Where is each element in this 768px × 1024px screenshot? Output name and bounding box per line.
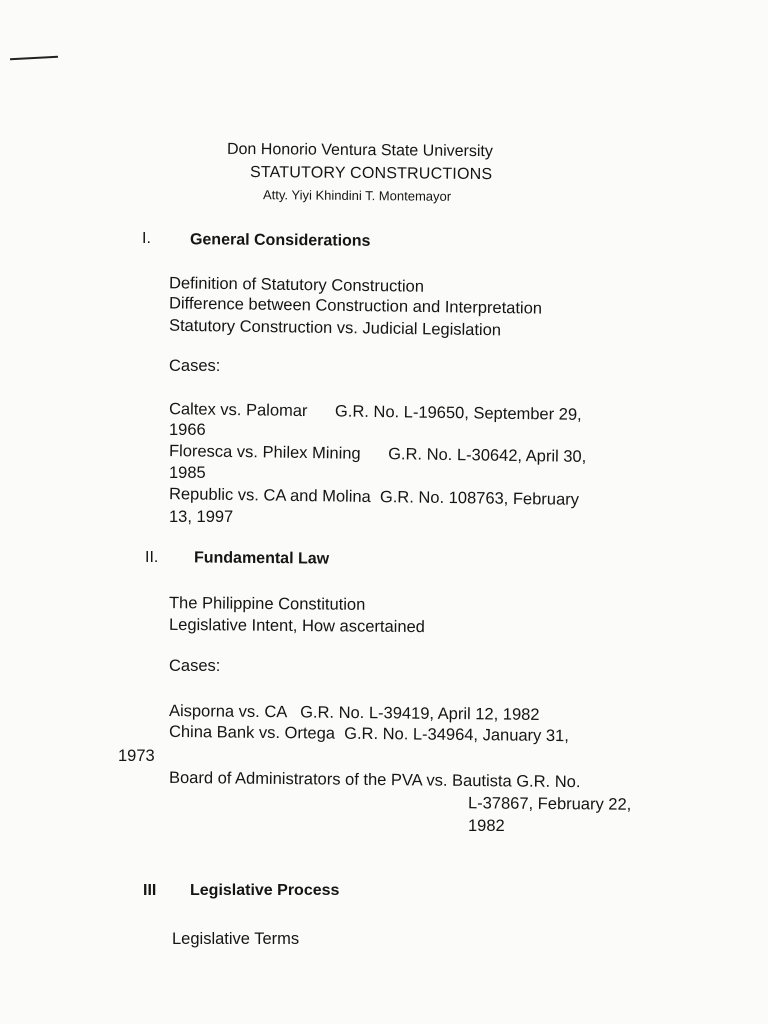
case-citation: China Bank vs. Ortega G.R. No. L-34964, January 31, bbox=[168, 722, 569, 746]
case-citation: Caltex vs. Palomar G.R. No. L-19650, September 29, bbox=[168, 400, 582, 424]
case-citation: Aisporna vs. CA G.R. No. L-39419, April 12, 1982 bbox=[168, 702, 540, 724]
case-citation-continued: L-37867, February 22, bbox=[467, 794, 632, 814]
section-number: I. bbox=[142, 230, 151, 247]
case-citation-continued: 1982 bbox=[468, 817, 505, 835]
university-name: Don Honorio Ventura State University bbox=[226, 140, 493, 161]
case-citation: Board of Administrators of the PVA vs. Bautista G.R. No. bbox=[168, 768, 581, 792]
topic-item: Legislative Intent, How ascertained bbox=[168, 615, 425, 637]
section-title: Fundamental Law bbox=[193, 549, 330, 568]
topic-item: The Philippine Constitution bbox=[168, 594, 366, 614]
section-number: II. bbox=[145, 549, 159, 566]
topic-item: Difference between Construction and Interpretation bbox=[168, 294, 543, 318]
case-citation-continued: 13, 1997 bbox=[169, 508, 234, 526]
case-citation-continued: 1973 bbox=[118, 747, 155, 765]
cases-label: Cases: bbox=[169, 657, 221, 675]
section-number: III bbox=[143, 882, 157, 899]
case-citation: Republic vs. CA and Molina G.R. No. 108763, February bbox=[168, 485, 580, 509]
cases-label: Cases: bbox=[169, 357, 221, 375]
pen-mark bbox=[10, 56, 58, 61]
course-title: STATUTORY CONSTRUCTIONS bbox=[249, 163, 493, 184]
instructor-name: Atty. Yiyi Khindini T. Montemayor bbox=[262, 187, 452, 204]
case-citation: Floresca vs. Philex Mining G.R. No. L-30642, April 30, bbox=[168, 442, 587, 466]
section-title: Legislative Process bbox=[190, 882, 340, 899]
case-citation-continued: 1985 bbox=[169, 464, 206, 482]
topic-item: Legislative Terms bbox=[172, 930, 300, 948]
case-citation-continued: 1966 bbox=[169, 421, 206, 439]
section-title: General Considerations bbox=[189, 231, 371, 250]
topic-item: Definition of Statutory Construction bbox=[168, 274, 425, 296]
topic-item: Statutory Construction vs. Judicial Legislation bbox=[168, 316, 502, 340]
